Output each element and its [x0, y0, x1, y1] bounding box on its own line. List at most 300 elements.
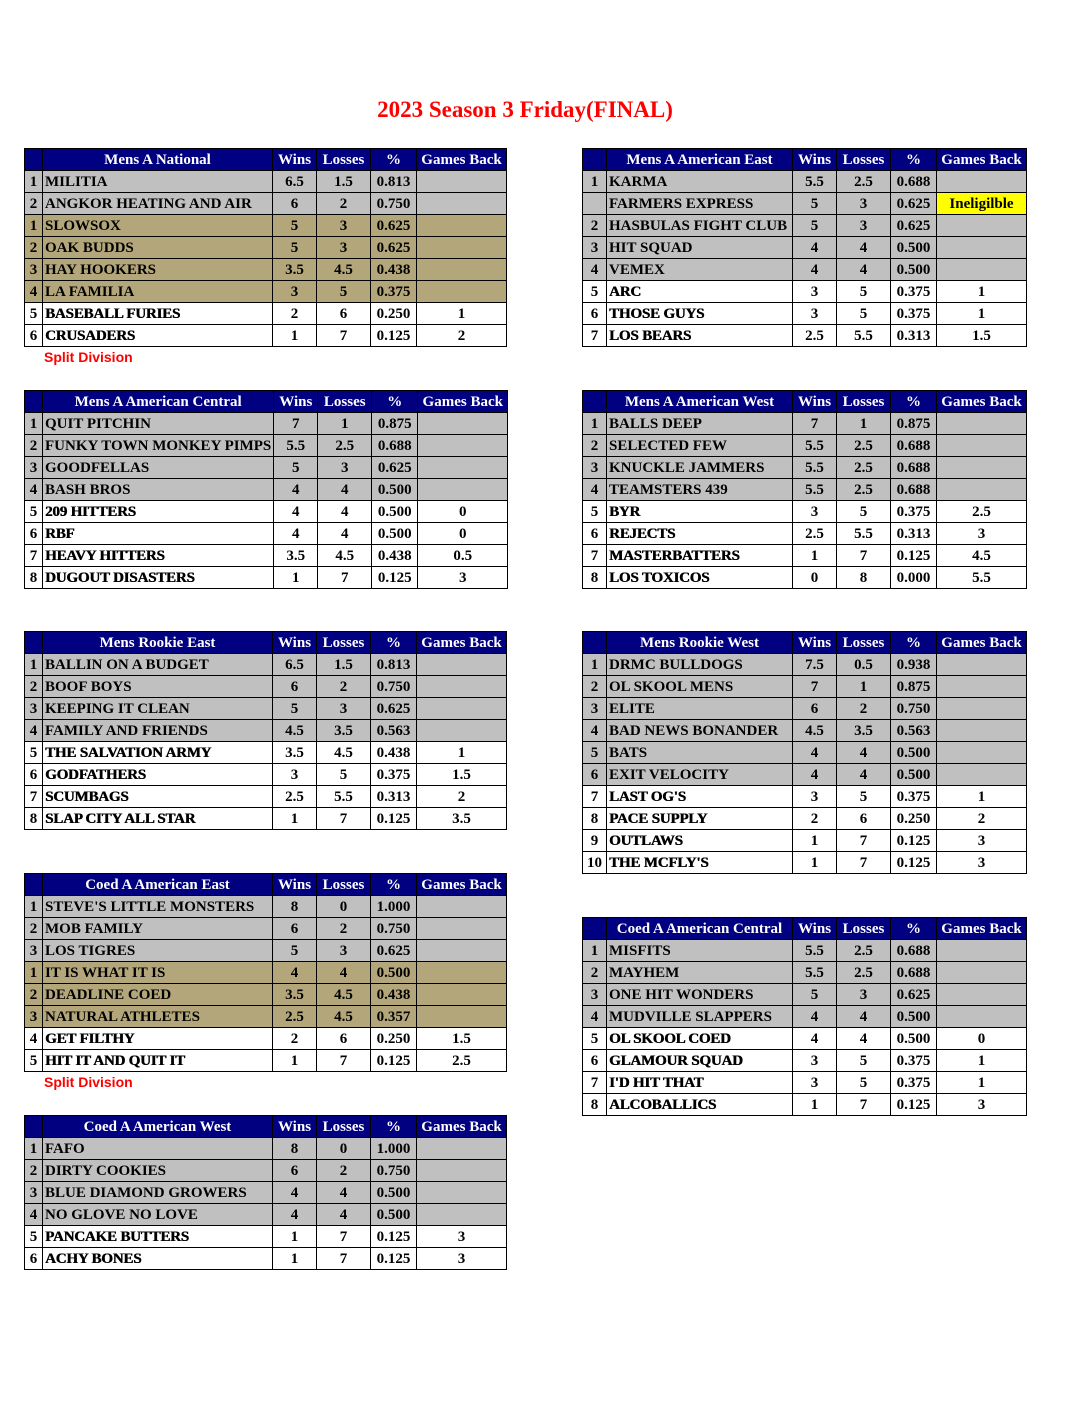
table-row [25, 523, 508, 545]
header-row [25, 1116, 507, 1138]
losses-cell: 5 [317, 281, 371, 303]
rank-cell: 9 [583, 830, 607, 852]
wins-cell: 6.5 [273, 654, 317, 676]
table-row [25, 1248, 507, 1270]
games-back-cell [417, 237, 507, 259]
games-back-cell [937, 215, 1027, 237]
team-name-cell: SELECTED FEW [607, 435, 793, 457]
rank-cell: 3 [25, 259, 43, 281]
team-name-cell: BAD NEWS BONANDER [607, 720, 793, 742]
table-row [25, 1050, 507, 1072]
table-row [583, 1072, 1027, 1094]
team-name-cell: BALLIN ON A BUDGET [43, 654, 273, 676]
rank-cell: 2 [25, 918, 43, 940]
games-back-cell [417, 962, 507, 984]
rank-cell: 7 [25, 786, 43, 808]
table-row [583, 742, 1027, 764]
games-back-cell [417, 171, 507, 193]
table-row [583, 720, 1027, 742]
rank-header [25, 874, 43, 896]
rank-cell: 4 [583, 259, 607, 281]
pct-cell: 0.500 [891, 742, 937, 764]
rank-cell: 6 [25, 523, 43, 545]
team-name-cell: BALLS DEEP [607, 413, 793, 435]
games-back-cell: 3 [937, 1094, 1027, 1116]
rank-header [583, 391, 607, 413]
pct-cell: 0.688 [891, 171, 937, 193]
games-back-cell: 4.5 [937, 545, 1027, 567]
team-name-cell: RBF [43, 523, 274, 545]
games-back-cell: 1.5 [417, 1028, 507, 1050]
wins-cell: 1 [793, 852, 837, 874]
wins-cell: 8 [273, 896, 317, 918]
team-name-cell: LAST OG'S [607, 786, 793, 808]
rank-cell: 6 [583, 1050, 607, 1072]
table-row [583, 1094, 1027, 1116]
rank-cell: 4 [25, 1028, 43, 1050]
wins-cell: 4 [273, 1182, 317, 1204]
wins-cell: 6 [273, 193, 317, 215]
team-name-cell: HIT IT AND QUIT IT [43, 1050, 273, 1072]
table-row [25, 984, 507, 1006]
header-row [25, 149, 507, 171]
losses-cell: 5 [837, 1072, 891, 1094]
rank-cell: 1 [583, 171, 607, 193]
team-name-cell: LOS BEARS [607, 325, 793, 347]
rank-cell: 3 [583, 984, 607, 1006]
losses-cell: 3 [317, 237, 371, 259]
wins-header: Wins [793, 632, 837, 654]
rank-header [25, 391, 43, 413]
rank-header [583, 632, 607, 654]
wins-cell: 4 [793, 259, 837, 281]
wins-cell: 2.5 [273, 1006, 317, 1028]
losses-cell: 5 [837, 281, 891, 303]
wins-cell: 1 [273, 325, 317, 347]
team-name-cell: FUNKY TOWN MONKEY PIMPS [43, 435, 274, 457]
games-back-cell: 2 [417, 786, 507, 808]
pct-header: % [891, 149, 937, 171]
wins-cell: 3.5 [273, 259, 317, 281]
table-row [25, 479, 508, 501]
wins-cell: 5.5 [793, 171, 837, 193]
team-name-cell: KARMA [607, 171, 793, 193]
games-back-cell [937, 764, 1027, 786]
table-row [25, 303, 507, 325]
pct-cell: 0.250 [371, 1028, 417, 1050]
table-row [583, 545, 1027, 567]
rank-header [583, 149, 607, 171]
rank-header [583, 918, 607, 940]
table-row [25, 720, 507, 742]
table-row [25, 764, 507, 786]
table-row [583, 808, 1027, 830]
rank-cell: 8 [583, 808, 607, 830]
games-back-cell: 2.5 [937, 501, 1027, 523]
rank-cell: 3 [25, 457, 43, 479]
losses-cell: 2 [317, 918, 371, 940]
games-back-cell [937, 742, 1027, 764]
wins-cell: 6 [273, 676, 317, 698]
rank-cell: 1 [25, 413, 43, 435]
table-row [25, 215, 507, 237]
losses-cell: 5 [837, 786, 891, 808]
team-name-cell: HEAVY HITTERS [43, 545, 274, 567]
team-name-cell: MAYHEM [607, 962, 793, 984]
pct-cell: 0.625 [371, 237, 417, 259]
pct-header: % [891, 632, 937, 654]
header-row [583, 391, 1027, 413]
rank-cell: 4 [25, 281, 43, 303]
table-row [25, 1204, 507, 1226]
wins-cell: 3 [793, 501, 837, 523]
pct-header: % [371, 632, 417, 654]
wins-cell: 2.5 [793, 523, 837, 545]
pct-cell: 0.125 [891, 830, 937, 852]
games-back-cell [937, 435, 1027, 457]
pct-cell: 0.625 [891, 984, 937, 1006]
pct-cell: 0.438 [371, 259, 417, 281]
pct-cell: 0.125 [371, 1248, 417, 1270]
team-name-cell: LA FAMILIA [43, 281, 273, 303]
losses-cell: 4 [318, 501, 372, 523]
pct-cell: 0.500 [372, 479, 418, 501]
team-name-cell: TEAMSTERS 439 [607, 479, 793, 501]
games-back-cell: 3 [418, 567, 508, 589]
table-row [25, 786, 507, 808]
wins-cell: 6 [273, 918, 317, 940]
table-row [583, 654, 1027, 676]
wins-cell: 1 [273, 1050, 317, 1072]
table-row [25, 281, 507, 303]
wins-cell: 7.5 [793, 654, 837, 676]
pct-cell: 0.625 [891, 215, 937, 237]
team-name-cell: THE SALVATION ARMY [43, 742, 273, 764]
losses-cell: 3 [317, 215, 371, 237]
pct-cell: 0.438 [371, 984, 417, 1006]
games-back-cell: 0 [418, 523, 508, 545]
pct-cell: 0.313 [891, 523, 937, 545]
pct-cell: 0.750 [371, 193, 417, 215]
pct-cell: 0.000 [891, 567, 937, 589]
losses-cell: 3.5 [317, 720, 371, 742]
page-title: 2023 Season 3 Friday(FINAL) [377, 97, 673, 122]
team-name-cell: ONE HIT WONDERS [607, 984, 793, 1006]
team-name-cell: DEADLINE COED [43, 984, 273, 1006]
header-row [583, 149, 1027, 171]
pct-cell: 0.357 [371, 1006, 417, 1028]
pct-cell: 0.375 [891, 1072, 937, 1094]
pct-cell: 0.500 [371, 1204, 417, 1226]
rank-cell: 5 [25, 742, 43, 764]
losses-cell: 0.5 [837, 654, 891, 676]
team-name-cell: MILITIA [43, 171, 273, 193]
table-row [583, 852, 1027, 874]
team-name-cell: STEVE'S LITTLE MONSTERS [43, 896, 273, 918]
games-back-cell: 0 [418, 501, 508, 523]
table-row [583, 567, 1027, 589]
team-name-cell: IT IS WHAT IT IS [43, 962, 273, 984]
wins-cell: 4 [793, 1028, 837, 1050]
pct-cell: 0.625 [371, 698, 417, 720]
table-row [25, 171, 507, 193]
wins-cell: 8 [273, 1138, 317, 1160]
wins-cell: 6 [273, 1160, 317, 1182]
team-name-cell: BASH BROS [43, 479, 274, 501]
rank-header [25, 632, 43, 654]
table-row [25, 654, 507, 676]
table-row [25, 940, 507, 962]
losses-cell: 4.5 [318, 545, 372, 567]
games-back-cell [417, 896, 507, 918]
wins-cell: 1 [793, 1094, 837, 1116]
header-row [583, 918, 1027, 940]
team-name-cell: ANGKOR HEATING AND AIR [43, 193, 273, 215]
wins-header: Wins [793, 149, 837, 171]
team-name-cell: ALCOBALLICS [607, 1094, 793, 1116]
rank-cell: 4 [583, 720, 607, 742]
pct-cell: 0.125 [371, 1050, 417, 1072]
pct-header: % [891, 918, 937, 940]
losses-cell: 4 [318, 523, 372, 545]
table-row [583, 479, 1027, 501]
wins-cell: 7 [793, 413, 837, 435]
rank-cell: 3 [25, 1006, 43, 1028]
header-row [25, 391, 508, 413]
rank-cell: 2 [25, 1160, 43, 1182]
losses-cell: 6 [837, 808, 891, 830]
table-row [25, 808, 507, 830]
losses-cell: 7 [837, 545, 891, 567]
pct-cell: 0.125 [371, 325, 417, 347]
team-name-cell: KNUCKLE JAMMERS [607, 457, 793, 479]
table-row [25, 676, 507, 698]
games-back-header: Games Back [417, 1116, 507, 1138]
team-name-cell: DIRTY COOKIES [43, 1160, 273, 1182]
table-row [583, 215, 1027, 237]
team-name-cell: FARMERS EXPRESS [607, 193, 793, 215]
losses-header: Losses [837, 149, 891, 171]
table-row [25, 501, 508, 523]
pct-cell: 0.125 [891, 545, 937, 567]
wins-cell: 1 [273, 1226, 317, 1248]
table-row [583, 435, 1027, 457]
rank-cell: 3 [25, 698, 43, 720]
standings-table-coed-a-american-central [582, 917, 1027, 1116]
pct-cell: 0.250 [371, 303, 417, 325]
games-back-cell [937, 940, 1027, 962]
games-back-header: Games Back [937, 149, 1027, 171]
pct-cell: 0.500 [371, 962, 417, 984]
wins-cell: 3 [793, 1072, 837, 1094]
losses-header: Losses [837, 632, 891, 654]
wins-cell: 0 [793, 567, 837, 589]
team-name-cell: PACE SUPPLY [607, 808, 793, 830]
table-row [25, 1006, 507, 1028]
rank-cell: 2 [583, 435, 607, 457]
wins-cell: 4 [274, 523, 318, 545]
losses-cell: 1 [837, 413, 891, 435]
rank-cell: 6 [25, 325, 43, 347]
games-back-cell: 3 [937, 523, 1027, 545]
ineligible-badge: Ineligilble [937, 193, 1027, 215]
losses-cell: 2.5 [837, 171, 891, 193]
division-name: Mens A American West [607, 391, 793, 413]
team-name-cell: OAK BUDDS [43, 237, 273, 259]
rank-cell: 3 [583, 457, 607, 479]
pct-cell: 0.500 [891, 764, 937, 786]
games-back-cell [417, 259, 507, 281]
losses-cell: 3 [317, 698, 371, 720]
games-back-cell [937, 698, 1027, 720]
pct-cell: 0.563 [891, 720, 937, 742]
team-name-cell: LOS TOXICOS [607, 567, 793, 589]
table-row [583, 523, 1027, 545]
division-name: Mens Rookie East [43, 632, 273, 654]
losses-cell: 7 [837, 1094, 891, 1116]
pct-cell: 0.375 [891, 1050, 937, 1072]
wins-cell: 2.5 [793, 325, 837, 347]
wins-header: Wins [273, 1116, 317, 1138]
games-back-cell: 1 [937, 303, 1027, 325]
team-name-cell: HASBULAS FIGHT CLUB [607, 215, 793, 237]
games-back-cell [417, 676, 507, 698]
wins-cell: 4 [793, 237, 837, 259]
wins-cell: 5.5 [793, 479, 837, 501]
wins-cell: 5.5 [793, 435, 837, 457]
wins-cell: 1 [273, 1248, 317, 1270]
pct-cell: 0.375 [371, 281, 417, 303]
division-name: Mens Rookie West [607, 632, 793, 654]
team-name-cell: GOODFELLAS [43, 457, 274, 479]
table-row [583, 259, 1027, 281]
wins-cell: 5 [273, 237, 317, 259]
wins-header: Wins [274, 391, 318, 413]
table-row [583, 786, 1027, 808]
losses-cell: 4 [837, 237, 891, 259]
team-name-cell: MASTERBATTERS [607, 545, 793, 567]
wins-cell: 6.5 [273, 171, 317, 193]
rank-cell: 2 [25, 193, 43, 215]
wins-cell: 3.5 [273, 742, 317, 764]
losses-cell: 2.5 [837, 435, 891, 457]
table-row [583, 830, 1027, 852]
wins-cell: 2 [273, 1028, 317, 1050]
team-name-cell: OUTLAWS [607, 830, 793, 852]
table-row [583, 413, 1027, 435]
losses-header: Losses [317, 1116, 371, 1138]
games-back-cell [417, 193, 507, 215]
pct-cell: 0.813 [371, 654, 417, 676]
team-name-cell: FAFO [43, 1138, 273, 1160]
pct-cell: 0.625 [371, 940, 417, 962]
team-name-cell: PANCAKE BUTTERS [43, 1226, 273, 1248]
table-row [583, 962, 1027, 984]
games-back-header: Games Back [418, 391, 508, 413]
pct-cell: 0.875 [891, 676, 937, 698]
wins-cell: 5 [274, 457, 318, 479]
games-back-cell [417, 1160, 507, 1182]
rank-cell: 5 [25, 303, 43, 325]
table-row [25, 1028, 507, 1050]
rank-cell: 10 [583, 852, 607, 874]
losses-cell: 7 [317, 1226, 371, 1248]
team-name-cell: REJECTS [607, 523, 793, 545]
rank-cell: 1 [25, 896, 43, 918]
losses-cell: 2 [317, 193, 371, 215]
games-back-header: Games Back [417, 874, 507, 896]
rank-cell: 7 [583, 325, 607, 347]
wins-cell: 6 [793, 698, 837, 720]
team-name-cell: GLAMOUR SQUAD [607, 1050, 793, 1072]
losses-cell: 3.5 [837, 720, 891, 742]
division-name: Coed A American West [43, 1116, 273, 1138]
team-name-cell: HAY HOOKERS [43, 259, 273, 281]
losses-cell: 3 [837, 215, 891, 237]
games-back-cell [937, 413, 1027, 435]
rank-cell: 3 [25, 1182, 43, 1204]
division-name: Mens A American Central [43, 391, 274, 413]
rank-cell: 3 [583, 237, 607, 259]
wins-cell: 3 [793, 1050, 837, 1072]
pct-cell: 0.688 [891, 457, 937, 479]
rank-cell: 8 [583, 1094, 607, 1116]
team-name-cell: ELITE [607, 698, 793, 720]
team-name-cell: EXIT VELOCITY [607, 764, 793, 786]
games-back-cell [418, 413, 508, 435]
losses-cell: 2 [317, 1160, 371, 1182]
rank-cell: 2 [25, 237, 43, 259]
rank-cell: 1 [25, 962, 43, 984]
games-back-cell [417, 1182, 507, 1204]
losses-cell: 4.5 [317, 1006, 371, 1028]
team-name-cell: BOOF BOYS [43, 676, 273, 698]
losses-cell: 4 [837, 1006, 891, 1028]
games-back-cell [418, 435, 508, 457]
rank-cell: 8 [25, 567, 43, 589]
losses-cell: 4 [317, 1204, 371, 1226]
wins-cell: 3 [793, 786, 837, 808]
table-row [583, 171, 1027, 193]
wins-cell: 5 [793, 193, 837, 215]
pct-cell: 0.250 [891, 808, 937, 830]
losses-cell: 5 [837, 501, 891, 523]
rank-cell: 2 [583, 676, 607, 698]
pct-cell: 0.313 [891, 325, 937, 347]
wins-cell: 4.5 [273, 720, 317, 742]
losses-cell: 3 [837, 193, 891, 215]
team-name-cell: THOSE GUYS [607, 303, 793, 325]
games-back-cell [417, 698, 507, 720]
team-name-cell: FAMILY AND FRIENDS [43, 720, 273, 742]
table-row [583, 193, 1027, 215]
team-name-cell: MOB FAMILY [43, 918, 273, 940]
pct-cell: 0.125 [891, 1094, 937, 1116]
pct-cell: 0.438 [371, 742, 417, 764]
pct-cell: 0.688 [891, 940, 937, 962]
standings-table-coed-a-american-east [24, 873, 507, 1072]
table-row [583, 940, 1027, 962]
rank-cell: 1 [583, 413, 607, 435]
losses-header: Losses [318, 391, 372, 413]
games-back-cell [417, 1204, 507, 1226]
pct-cell: 0.750 [371, 676, 417, 698]
pct-cell: 0.375 [371, 764, 417, 786]
team-name-cell: ACHY BONES [43, 1248, 273, 1270]
rank-cell: 5 [583, 742, 607, 764]
team-name-cell: NO GLOVE NO LOVE [43, 1204, 273, 1226]
wins-header: Wins [273, 874, 317, 896]
